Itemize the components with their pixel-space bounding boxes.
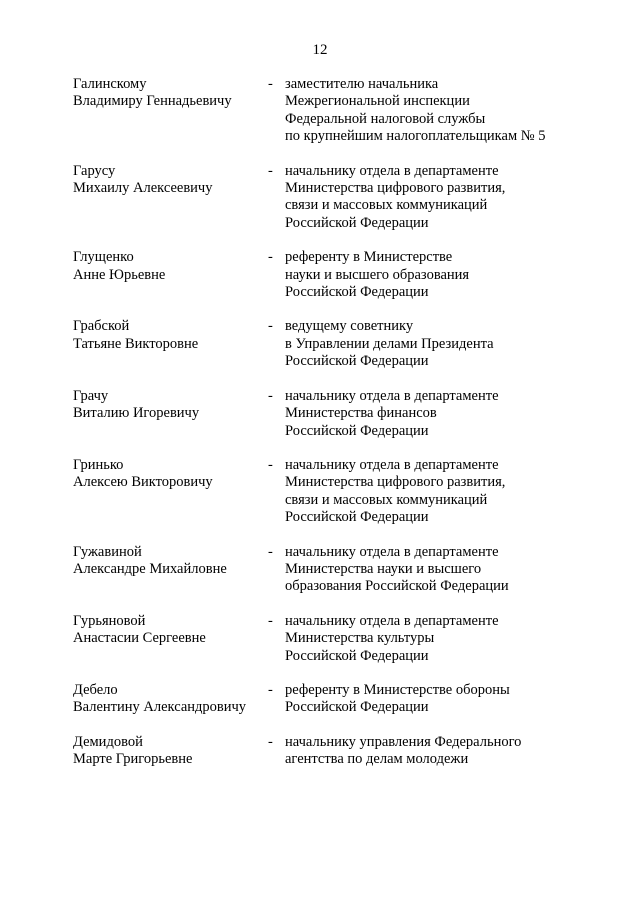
- surname: Демидовой: [73, 733, 143, 750]
- position-line: Федеральной налоговой службы: [285, 110, 486, 127]
- position-line: Межрегиональной инспекции: [285, 93, 470, 110]
- position-line: Российской Федерации: [285, 509, 429, 526]
- position-title: [285, 318, 585, 370]
- position-line: референту в Министерстве: [285, 249, 453, 266]
- position-line: начальнику отдела в департаменте: [285, 456, 499, 473]
- surname: Гурьяновой: [73, 612, 146, 629]
- position-line: ведущему советнику: [285, 318, 414, 335]
- separator-dash: -: [268, 76, 273, 92]
- position-line: начальнику отдела в департаменте: [285, 543, 499, 560]
- given-names: Марте Григорьевне: [73, 751, 193, 768]
- given-names: Татьяне Викторовне: [73, 335, 199, 352]
- person-name: [73, 76, 263, 111]
- position-line: образования Российской Федерации: [285, 578, 509, 595]
- person-name: [73, 249, 263, 284]
- position-line: агентства по делам молодежи: [285, 751, 469, 768]
- separator-dash: -: [268, 318, 273, 335]
- person-name: [73, 163, 263, 198]
- position-line: Министерства науки и высшего: [285, 560, 482, 577]
- position-line: Российской Федерации: [285, 422, 429, 439]
- surname: Гринько: [73, 456, 124, 473]
- list-item: [0, 163, 640, 233]
- position-title: [285, 457, 585, 527]
- surname: Галинскому: [73, 76, 147, 92]
- list-item: [0, 318, 640, 370]
- given-names: Александре Михайловне: [73, 560, 227, 577]
- position-line: Министерства цифрового развития,: [285, 180, 506, 197]
- position-line: связи и массовых коммуникаций: [285, 491, 488, 508]
- position-line: Российской Федерации: [285, 284, 429, 301]
- list-item: [0, 544, 640, 596]
- position-line: начальнику отдела в департаменте: [285, 612, 499, 629]
- separator-dash: -: [268, 612, 273, 629]
- person-name: [73, 682, 263, 717]
- position-title: [285, 734, 585, 769]
- position-line: по крупнейшим налогоплательщикам № 5: [285, 128, 546, 145]
- given-names: Анне Юрьевне: [73, 266, 166, 283]
- position-line: Российской Федерации: [285, 214, 429, 231]
- position-title: [285, 388, 585, 440]
- position-title: [285, 249, 585, 301]
- given-names: Анастасии Сергеевне: [73, 630, 206, 647]
- position-line: Российской Федерации: [285, 647, 429, 664]
- list-item: [0, 457, 640, 527]
- separator-dash: -: [268, 733, 273, 750]
- surname: Гарусу: [73, 162, 116, 179]
- separator-dash: -: [268, 681, 273, 698]
- surname: Гужавиной: [73, 543, 142, 560]
- page-number: 12: [312, 42, 328, 58]
- appointment-list: [0, 76, 640, 786]
- separator-dash: -: [268, 387, 273, 404]
- separator-dash: -: [268, 162, 273, 179]
- position-line: Министерства цифрового развития,: [285, 474, 506, 491]
- position-title: [285, 163, 585, 233]
- person-name: [73, 318, 263, 353]
- list-item: [0, 388, 640, 440]
- surname: Дебело: [73, 681, 118, 698]
- given-names: Валентину Александровичу: [73, 699, 247, 716]
- list-item: [0, 76, 640, 146]
- person-name: [73, 388, 263, 423]
- position-line: Министерства культуры: [285, 630, 435, 647]
- separator-dash: -: [268, 543, 273, 560]
- position-title: [285, 682, 585, 717]
- given-names: Алексею Викторовичу: [73, 474, 213, 491]
- person-name: [73, 544, 263, 579]
- position-line: Министерства финансов: [285, 405, 437, 422]
- position-line: заместителю начальника: [285, 76, 439, 92]
- position-title: [285, 544, 585, 596]
- list-item: [0, 613, 640, 665]
- list-item: [0, 734, 640, 769]
- position-line: науки и высшего образования: [285, 266, 470, 283]
- list-item: [0, 682, 640, 717]
- position-line: в Управлении делами Президента: [285, 335, 494, 352]
- surname: Грачу: [73, 387, 109, 404]
- position-line: начальнику управления Федерального: [285, 733, 522, 750]
- person-name: [73, 613, 263, 648]
- given-names: Виталию Игоревичу: [73, 405, 200, 422]
- given-names: Владимиру Геннадьевичу: [73, 93, 232, 110]
- person-name: [73, 457, 263, 492]
- position-line: референту в Министерстве обороны: [285, 681, 510, 698]
- surname: Глущенко: [73, 249, 134, 266]
- position-line: Российской Федерации: [285, 353, 429, 370]
- list-item: [0, 249, 640, 301]
- separator-dash: -: [268, 456, 273, 473]
- position-line: связи и массовых коммуникаций: [285, 197, 488, 214]
- person-name: [73, 734, 263, 769]
- surname: Грабской: [73, 318, 130, 335]
- position-title: [285, 613, 585, 665]
- position-line: начальнику отдела в департаменте: [285, 162, 499, 179]
- given-names: Михаилу Алексеевичу: [73, 180, 213, 197]
- separator-dash: -: [268, 249, 273, 266]
- position-line: Российской Федерации: [285, 699, 429, 716]
- position-title: [285, 76, 585, 146]
- position-line: начальнику отдела в департаменте: [285, 387, 499, 404]
